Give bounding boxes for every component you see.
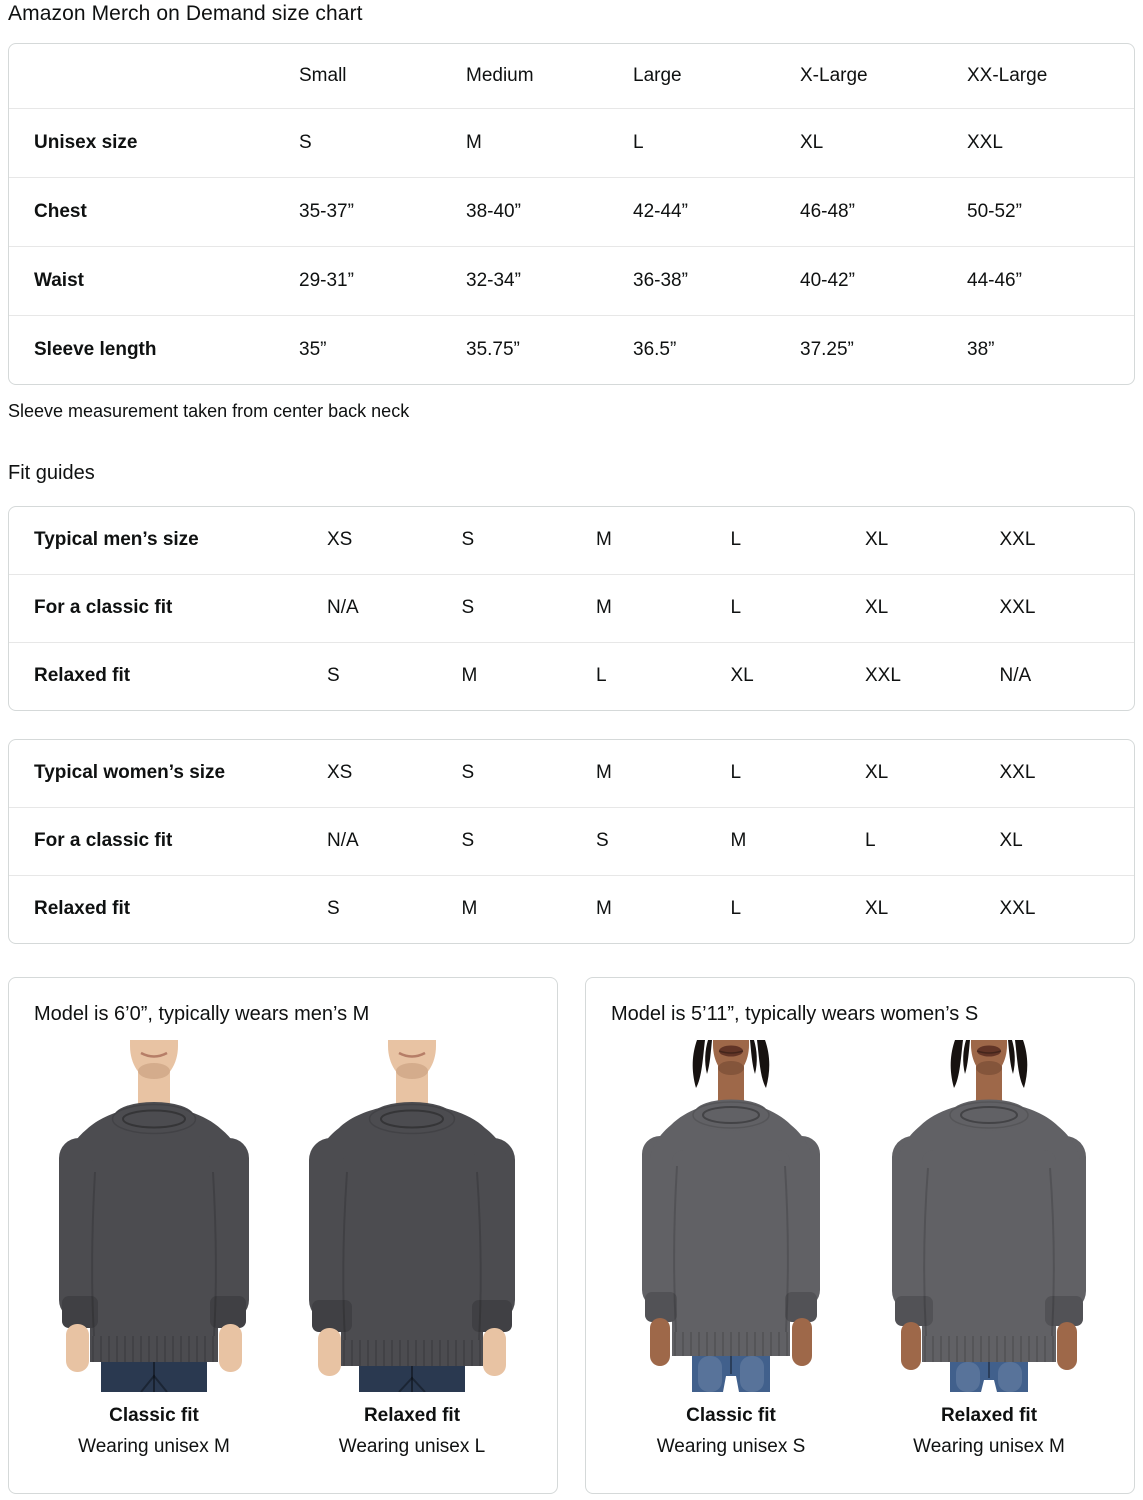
cell: XL xyxy=(865,762,889,784)
row-label: Typical men’s size xyxy=(34,529,199,551)
fit-label: Relaxed fit xyxy=(363,1405,461,1426)
womens-classic-photo xyxy=(612,1040,850,1392)
cell: 42-44” xyxy=(633,200,688,222)
cell: XXL xyxy=(999,762,1036,784)
wearing-label: Wearing unisex M xyxy=(913,1436,1065,1457)
header-cell-small: Small xyxy=(299,64,347,86)
cell: XL xyxy=(999,830,1023,852)
table-row-womens-classic-fit xyxy=(9,807,1134,875)
row-label: Chest xyxy=(34,200,87,222)
cell: L xyxy=(730,762,742,784)
cell: L xyxy=(730,898,742,920)
cell: 36.5” xyxy=(633,338,677,360)
cell: 32-34” xyxy=(466,269,521,291)
cell: 38-40” xyxy=(466,200,521,222)
row-label: Relaxed fit xyxy=(34,665,131,687)
cell: M xyxy=(596,597,612,619)
table-row-unisex-size xyxy=(9,108,1134,177)
mens-relaxed-figure xyxy=(293,1040,531,1458)
mens-model-card xyxy=(8,977,558,1494)
cell: 46-48” xyxy=(800,200,855,222)
table-row-mens-relaxed-fit xyxy=(9,642,1134,710)
cell: L xyxy=(730,597,742,619)
row-label: Unisex size xyxy=(34,131,138,153)
fit-label: Relaxed fit xyxy=(940,1405,1038,1426)
table-row-sleeve-length xyxy=(9,315,1134,384)
cell: XL xyxy=(865,597,889,619)
cell: XS xyxy=(327,762,353,784)
womens-model-card xyxy=(585,977,1135,1494)
cell: XL xyxy=(730,665,754,687)
wearing-label: Wearing unisex L xyxy=(338,1436,486,1457)
sleeve-measurement-note: Sleeve measurement taken from center back neck xyxy=(8,401,410,421)
cell: XL xyxy=(865,898,889,920)
cell: N/A xyxy=(327,597,359,619)
cell: S xyxy=(461,830,475,852)
mens-fit-table xyxy=(8,506,1135,711)
wearing-label: Wearing unisex M xyxy=(78,1436,230,1457)
mens-classic-figure xyxy=(35,1040,273,1458)
cell: M xyxy=(596,898,612,920)
model-cards xyxy=(8,977,1135,1494)
womens-classic-figure xyxy=(612,1040,850,1458)
cell: 35-37” xyxy=(299,200,354,222)
mens-classic-photo xyxy=(35,1040,273,1392)
cell: XXL xyxy=(999,597,1036,619)
womens-relaxed-photo xyxy=(870,1040,1108,1392)
row-label: Waist xyxy=(34,269,84,291)
page-title: Amazon Merch on Demand size chart xyxy=(8,2,363,25)
mens-photos xyxy=(34,1040,532,1458)
cell: XL xyxy=(865,529,889,551)
cell: XXL xyxy=(999,529,1036,551)
cell: 38” xyxy=(967,338,995,360)
cell: 37.25” xyxy=(800,338,854,360)
table-row-waist xyxy=(9,246,1134,315)
cell: M xyxy=(596,529,612,551)
cell: M xyxy=(461,665,478,687)
cell: 40-42” xyxy=(800,269,855,291)
row-label: Typical women’s size xyxy=(34,762,226,784)
womens-fit-table xyxy=(8,739,1135,944)
cell: XXL xyxy=(967,131,1003,153)
cell: L xyxy=(596,665,607,687)
cell: XS xyxy=(327,529,353,551)
cell: XXL xyxy=(865,665,901,687)
cell: S xyxy=(461,762,475,784)
cell: 35” xyxy=(299,338,327,360)
cell: S xyxy=(461,529,475,551)
cell: M xyxy=(466,131,482,153)
cell: M xyxy=(596,762,612,784)
fit-guides-heading: Fit guides xyxy=(8,462,95,484)
mens-relaxed-photo xyxy=(293,1040,531,1392)
header-cell-large: Large xyxy=(633,64,682,86)
cell: N/A xyxy=(327,830,359,852)
cell: 50-52” xyxy=(967,200,1022,222)
cell: 44-46” xyxy=(967,269,1022,291)
fit-label: Classic fit xyxy=(109,1405,199,1426)
cell: L xyxy=(730,529,742,551)
table-row-typical-womens-size xyxy=(9,740,1134,807)
cell: S xyxy=(596,830,609,852)
wearing-label: Wearing unisex S xyxy=(656,1436,806,1457)
cell: S xyxy=(299,131,312,153)
cell: N/A xyxy=(999,665,1032,687)
womens-photos xyxy=(611,1040,1109,1458)
header-cell-xxlarge: XX-Large xyxy=(967,64,1048,86)
cell: 35.75” xyxy=(466,338,520,360)
size-chart-header-row xyxy=(9,44,1134,108)
row-label: Relaxed fit xyxy=(34,898,131,920)
header-cell-medium: Medium xyxy=(466,64,534,86)
cell: M xyxy=(461,898,478,920)
fit-label: Classic fit xyxy=(686,1405,776,1426)
womens-relaxed-figure xyxy=(870,1040,1108,1458)
cell: 29-31” xyxy=(299,269,354,291)
cell: XXL xyxy=(999,898,1036,920)
row-label: Sleeve length xyxy=(34,338,157,360)
mens-model-card-heading: Model is 6’0”, typically wears men’s M xyxy=(34,1003,370,1025)
table-row-mens-classic-fit xyxy=(9,574,1134,642)
cell: L xyxy=(865,830,876,852)
cell: L xyxy=(633,131,644,153)
womens-model-card-heading: Model is 5’11”, typically wears women’s S xyxy=(611,1003,979,1025)
table-row-chest xyxy=(9,177,1134,246)
cell: S xyxy=(461,597,475,619)
cell: 36-38” xyxy=(633,269,688,291)
size-chart-table xyxy=(8,43,1135,385)
cell: XL xyxy=(800,131,824,153)
header-cell-xlarge: X-Large xyxy=(800,64,868,86)
cell: M xyxy=(730,830,747,852)
row-label: For a classic fit xyxy=(34,597,173,619)
cell: S xyxy=(327,898,340,920)
table-row-womens-relaxed-fit xyxy=(9,875,1134,943)
table-row-typical-mens-size xyxy=(9,507,1134,574)
cell: S xyxy=(327,665,340,687)
row-label: For a classic fit xyxy=(34,830,173,852)
